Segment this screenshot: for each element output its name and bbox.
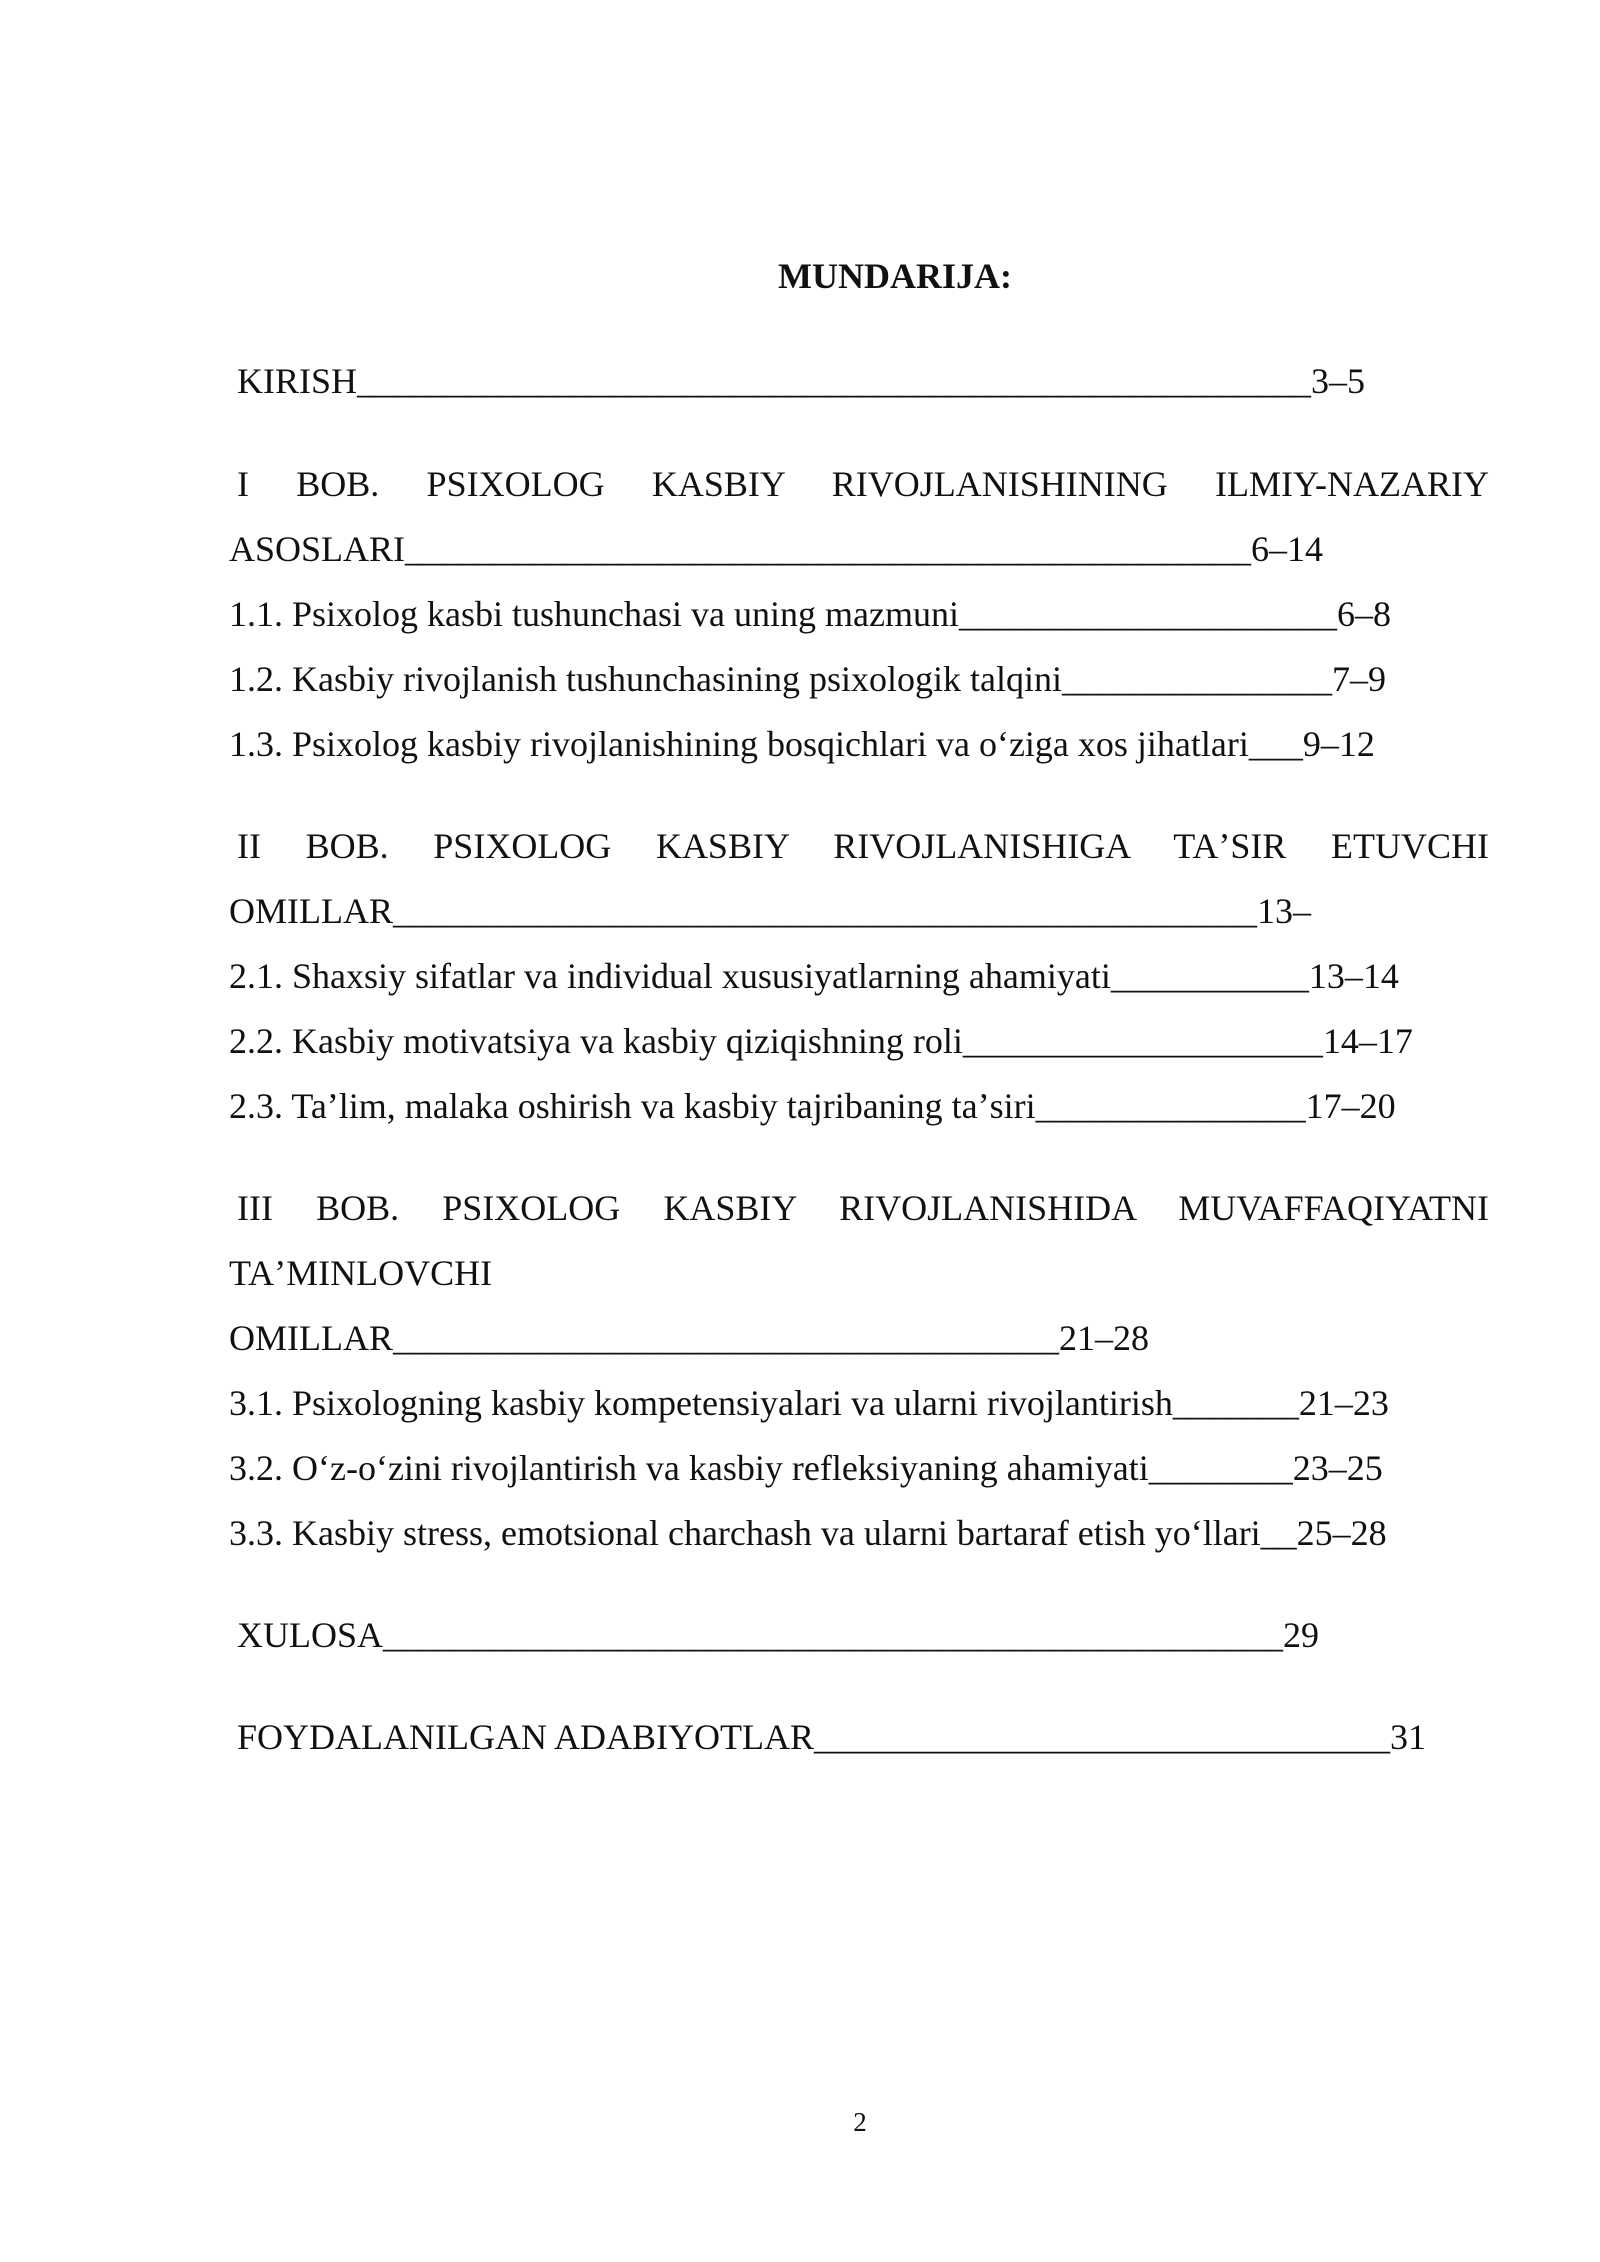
toc-chapter-1-title-continued: ASOSLARI_______________________________________________6–14	[229, 529, 1324, 569]
toc-chapter-2-title: II BOB. PSIXOLOG KASBIY RIVOJLANISHIGA TAʼSIR ETUVCHI	[237, 826, 1489, 866]
toc-section-1-2: 1.2. Kasbiy rivojlanish tushunchasining psixologik talqini_______________7–9	[229, 659, 1386, 699]
toc-entry-kirish: KIRISH_____________________________________________________3–5	[237, 361, 1366, 401]
page-number: 2	[853, 2107, 867, 2137]
toc-section-1-1: 1.1. Psixolog kasbi tushunchasi va uning mazmuni_____________________6–8	[229, 594, 1391, 634]
toc-section-3-3: 3.3. Kasbiy stress, emotsional charchash va ularni bartaraf etish yoʻllari__25–28	[229, 1513, 1387, 1553]
toc-entry-adabiyotlar: FOYDALANILGAN ADABIYOTLAR________________________________31	[237, 1717, 1426, 1757]
toc-chapter-2-title-continued: OMILLAR________________________________________________13–	[229, 891, 1311, 931]
page-title: MUNDARIJA:	[778, 256, 1012, 296]
toc-chapter-3-title-continued: TAʼMINLOVCHI	[229, 1253, 493, 1293]
toc-chapter-1-title: I BOB. PSIXOLOG KASBIY RIVOJLANISHINING ILMIY-NAZARIY	[237, 464, 1489, 504]
toc-section-2-3: 2.3. Taʼlim, malaka oshirish va kasbiy tajribaning taʼsiri_______________17–20	[229, 1086, 1396, 1126]
toc-section-3-1: 3.1. Psixologning kasbiy kompetensiyalari va ularni rivojlantirish_______21–23	[229, 1383, 1389, 1423]
toc-section-3-2: 3.2. Oʻz-oʻzini rivojlantirish va kasbiy refleksiyaning ahamiyati________23–25	[229, 1448, 1383, 1488]
toc-section-1-3: 1.3. Psixolog kasbiy rivojlanishining bosqichlari va oʻziga xos jihatlari___9–12	[229, 724, 1375, 764]
toc-section-2-2: 2.2. Kasbiy motivatsiya va kasbiy qiziqishning roli____________________14–17	[229, 1021, 1413, 1061]
toc-section-2-1: 2.1. Shaxsiy sifatlar va individual xususiyatlarning ahamiyati___________13–14	[229, 956, 1399, 996]
toc-entry-xulosa: XULOSA__________________________________________________29	[237, 1615, 1320, 1655]
toc-chapter-3-title-end: OMILLAR_____________________________________21–28	[229, 1318, 1149, 1358]
toc-chapter-3-title: III BOB. PSIXOLOG KASBIY RIVOJLANISHIDA MUVAFFAQIYATNI	[237, 1188, 1489, 1228]
